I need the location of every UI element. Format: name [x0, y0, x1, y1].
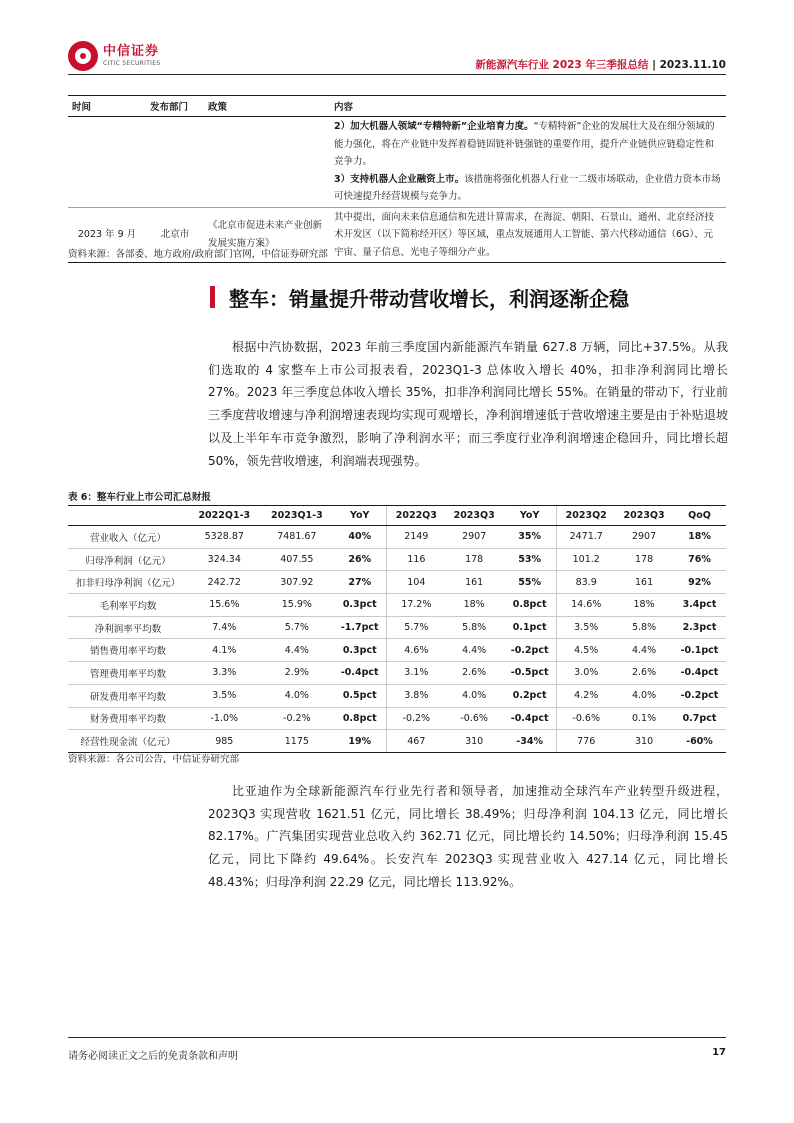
table-cell: 3.0%	[557, 662, 615, 685]
table-cell: 2907	[615, 526, 673, 549]
financial-summary-table	[68, 505, 726, 753]
page-footer	[68, 1037, 726, 1062]
table-cell: 18%	[615, 594, 673, 617]
metric-label: 经营性现金流（亿元）	[68, 730, 188, 753]
table-cell: 242.72	[188, 571, 261, 594]
table-cell: 0.2pct	[503, 684, 557, 707]
policy-time-cell: 2023 年 9 月	[68, 207, 146, 263]
table-header-cell: 2022Q1-3	[188, 506, 261, 526]
table-cell: 178	[615, 548, 673, 571]
table-cell: 15.9%	[261, 594, 334, 617]
metric-label: 毛利率平均数	[68, 594, 188, 617]
body-paragraph-1	[208, 336, 728, 472]
table-cell: -0.6%	[557, 707, 615, 730]
table-cell: 2.3pct	[673, 616, 726, 639]
policy-table	[68, 95, 726, 263]
table-cell: 310	[445, 730, 503, 753]
table-cell: 5.7%	[261, 616, 334, 639]
logo-en-text: CITIC SECURITIES	[103, 60, 161, 67]
table-cell: 17.2%	[387, 594, 445, 617]
policy-header-time: 时间	[68, 96, 146, 117]
table-cell: 324.34	[188, 548, 261, 571]
table-cell: 0.8pct	[333, 707, 387, 730]
table-cell: 3.5%	[188, 684, 261, 707]
table-header-cell: 2023Q3	[615, 506, 673, 526]
table-cell: 4.4%	[261, 639, 334, 662]
table-cell: 4.0%	[615, 684, 673, 707]
table-cell: 53%	[503, 548, 557, 571]
table-cell: 7.4%	[188, 616, 261, 639]
table-cell: 4.5%	[557, 639, 615, 662]
table-cell: 467	[387, 730, 445, 753]
table-row	[68, 616, 726, 639]
table-row	[68, 571, 726, 594]
table-cell: 161	[615, 571, 673, 594]
table-cell: 92%	[673, 571, 726, 594]
table-cell: 3.1%	[387, 662, 445, 685]
table-cell: 14.6%	[557, 594, 615, 617]
metric-label: 净利润率平均数	[68, 616, 188, 639]
policy-header-department: 发布部门	[146, 96, 204, 117]
metric-label: 归母净利润（亿元）	[68, 548, 188, 571]
metric-label: 营业收入（亿元）	[68, 526, 188, 549]
paragraph-text: 比亚迪作为全球新能源汽车行业先行者和领导者，加速推动全球汽车产业转型升级进程，2023Q3 实现营收 1621.51 亿元，同比增长 38.49%；归母净利润 104.13 亿元，同比增长 82.17%。广汽集团实现营业总收入约 362.71 亿元，同比增长约 14.50%；归母净利润 15.45 亿元，同比下降约 49.64%。长安汽车 2023Q3 实现营业收入 427.14 亿元，同比增长 48.43%；归母净利润 22.29 亿元，同比增长 113.92%。	[208, 784, 728, 889]
table-header-row	[68, 506, 726, 526]
table-cell: 0.1%	[615, 707, 673, 730]
table-cell: 2149	[387, 526, 445, 549]
policy-point-2-title: 2）加大机器人领域“专精特新”企业培育力度。	[334, 121, 534, 132]
table-header-cell: QoQ	[673, 506, 726, 526]
table-cell: 3.4pct	[673, 594, 726, 617]
table-cell: -60%	[673, 730, 726, 753]
table-cell: -0.2pct	[673, 684, 726, 707]
table-header-cell: 2023Q2	[557, 506, 615, 526]
table-header-cell: 2023Q1-3	[261, 506, 334, 526]
metric-label: 扣非归母净利润（亿元）	[68, 571, 188, 594]
table-header-cell: YoY	[333, 506, 387, 526]
table-caption: 表 6：整车行业上市公司汇总财报	[68, 492, 211, 503]
table-row	[68, 730, 726, 753]
table-cell: 178	[445, 548, 503, 571]
table-cell: -34%	[503, 730, 557, 753]
table-cell: 5328.87	[188, 526, 261, 549]
table-cell: -0.2%	[261, 707, 334, 730]
table-cell: 19%	[333, 730, 387, 753]
table-row	[68, 662, 726, 685]
table-cell: 18%	[445, 594, 503, 617]
page-number: 17	[712, 1047, 726, 1058]
table-cell: 4.0%	[445, 684, 503, 707]
table-cell: 55%	[503, 571, 557, 594]
page-header	[68, 40, 726, 76]
table-cell: 4.0%	[261, 684, 334, 707]
policy-department-cell: 北京市	[146, 207, 204, 263]
table-header-metric	[68, 506, 188, 526]
table-cell: 3.5%	[557, 616, 615, 639]
table-cell: 2.9%	[261, 662, 334, 685]
table-cell: 161	[445, 571, 503, 594]
table-cell: 40%	[333, 526, 387, 549]
logo-cn-text: 中信证券	[103, 44, 160, 59]
table-row	[68, 548, 726, 571]
table-cell: 101.2	[557, 548, 615, 571]
table-cell: -0.4pct	[503, 707, 557, 730]
table-cell: 3.3%	[188, 662, 261, 685]
section-title: 整车：销量提升带动营收增长，利润逐渐企稳	[229, 286, 629, 311]
table-cell: -0.6%	[445, 707, 503, 730]
table-row	[68, 707, 726, 730]
table-cell: 7481.67	[261, 526, 334, 549]
table-cell: 35%	[503, 526, 557, 549]
table-cell: 4.1%	[188, 639, 261, 662]
table-cell: 4.2%	[557, 684, 615, 707]
table-cell: 407.55	[261, 548, 334, 571]
table-cell: 2.6%	[615, 662, 673, 685]
table-cell: 0.3pct	[333, 594, 387, 617]
policy-point-3-text: 该措施将强化机器人行业一二级市场联动，企业借力资本市场可快速提升经营规模与竞争力。	[334, 173, 721, 202]
table-row	[68, 526, 726, 549]
financial-table-source: 资料来源：各公司公告，中信证券研究部	[68, 754, 240, 765]
table-cell: 2471.7	[557, 526, 615, 549]
policy-name-cell: 《北京市促进未来产业创新发展实施方案》	[204, 207, 330, 263]
section-heading	[210, 282, 629, 312]
table-cell: 5.8%	[615, 616, 673, 639]
citic-logo	[68, 40, 160, 72]
table-cell: 116	[387, 548, 445, 571]
paragraph-text: 根据中汽协数据，2023 年前三季度国内新能源汽车销量 627.8 万辆，同比+37.5%。从我们选取的 4 家整车上市公司报表看，2023Q1-3 总体收入增长 40%，扣非净利润同比增长 27%。2023 年三季度总体收入增长 35%，扣非净利润同比增长 55%。在销量的带动下，行业前三季度营收增速与净利润增速表现均实现可观增长，净利润增速低于营收增速主要是由于补贴退坡以及上半年车市竞争激烈，影响了净利润水平；而三季度行业净利润增速企稳回升，同比增长超 50%，领先营收增速，利润端表现强势。	[208, 340, 728, 468]
policy-content-cell	[330, 117, 726, 208]
table-cell: 2907	[445, 526, 503, 549]
metric-label: 管理费用率平均数	[68, 662, 188, 685]
policy-header-content: 内容	[330, 96, 726, 117]
table-cell: 5.8%	[445, 616, 503, 639]
table-cell: 0.5pct	[333, 684, 387, 707]
header-divider	[68, 74, 726, 75]
table-cell: 26%	[333, 548, 387, 571]
table-cell: -1.0%	[188, 707, 261, 730]
table-cell: 0.3pct	[333, 639, 387, 662]
table-cell: 76%	[673, 548, 726, 571]
table-cell: 3.8%	[387, 684, 445, 707]
table-cell: 4.4%	[615, 639, 673, 662]
table-row	[68, 117, 726, 208]
report-title: 新能源汽车行业 2023 年三季报总结	[475, 59, 649, 71]
policy-table-source: 资料来源：各部委、地方政府/政府部门官网，中信证券研究部	[68, 249, 328, 260]
table-header-cell: 2023Q3	[445, 506, 503, 526]
table-cell: 307.92	[261, 571, 334, 594]
table-cell: 27%	[333, 571, 387, 594]
policy-content-cell: 其中提出，面向未来信息通信和先进计算需求，在海淀、朝阳、石景山、通州、北京经济技术开发区（以下简称经开区）等区域，重点发展通用人工智能、第六代移动通信（6G）、元宇宙、量子信息、光电子等细分产业。	[330, 207, 726, 263]
table-cell: 2.6%	[445, 662, 503, 685]
table-cell: 1175	[261, 730, 334, 753]
citic-logo-icon	[68, 41, 98, 71]
header-report-info: 新能源汽车行业 2023 年三季报总结 | 2023.11.10	[475, 59, 726, 71]
table-cell: 4.6%	[387, 639, 445, 662]
table-cell: 0.8pct	[503, 594, 557, 617]
table-header-cell: YoY	[503, 506, 557, 526]
table-cell: 83.9	[557, 571, 615, 594]
report-date: 2023.11.10	[659, 59, 726, 71]
policy-point-2-text: “专精特新”企业的发展壮大及在细分领域的能力强化，将在产业链中发挥着稳链固链补链强链的重要作用，提升产业链供应链稳定性和竞争力。	[334, 121, 715, 167]
table-cell: -0.1pct	[673, 639, 726, 662]
table-cell: -0.5pct	[503, 662, 557, 685]
table-header-cell: 2022Q3	[387, 506, 445, 526]
section-marker	[210, 286, 215, 308]
table-cell: 104	[387, 571, 445, 594]
table-cell: 4.4%	[445, 639, 503, 662]
table-cell: 0.1pct	[503, 616, 557, 639]
table-cell: 310	[615, 730, 673, 753]
table-cell: -0.4pct	[333, 662, 387, 685]
table-cell: 5.7%	[387, 616, 445, 639]
body-paragraph-2	[208, 780, 728, 894]
table-cell: -0.4pct	[673, 662, 726, 685]
table-row	[68, 639, 726, 662]
metric-label: 研发费用率平均数	[68, 684, 188, 707]
policy-point-3-title: 3）支持机器人企业融资上市。	[334, 173, 465, 185]
table-cell: 18%	[673, 526, 726, 549]
metric-label: 销售费用率平均数	[68, 639, 188, 662]
policy-header-policy: 政策	[204, 96, 330, 117]
table-cell: -0.2pct	[503, 639, 557, 662]
table-row	[68, 684, 726, 707]
footer-disclaimer: 请务必阅读正文之后的免责条款和声明	[68, 1051, 238, 1062]
table-cell: 0.7pct	[673, 707, 726, 730]
table-cell: 15.6%	[188, 594, 261, 617]
table-cell: 776	[557, 730, 615, 753]
table-cell: -1.7pct	[333, 616, 387, 639]
table-cell: -0.2%	[387, 707, 445, 730]
metric-label: 财务费用率平均数	[68, 707, 188, 730]
table-row	[68, 594, 726, 617]
table-cell: 985	[188, 730, 261, 753]
